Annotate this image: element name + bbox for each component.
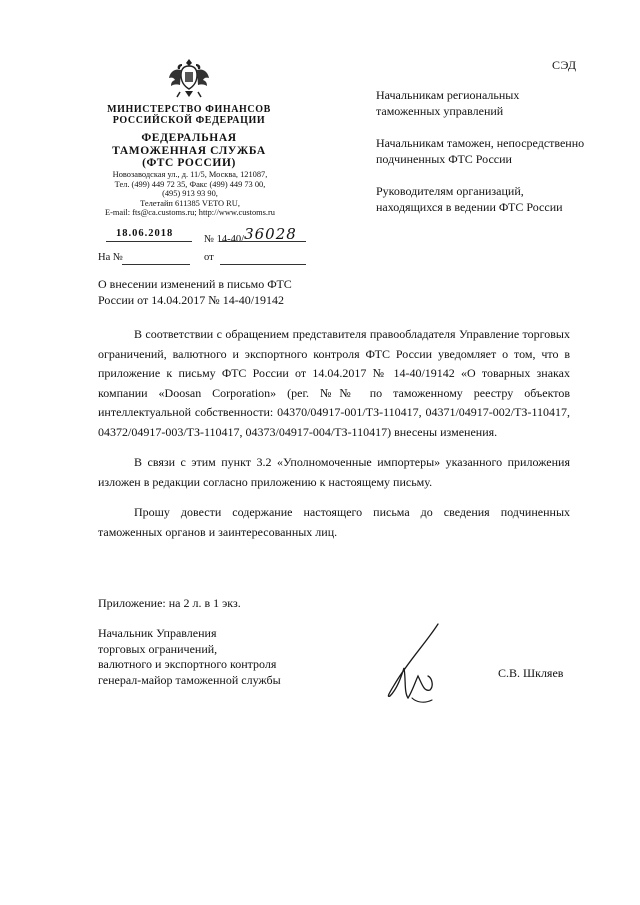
sender-contacts	[98, 170, 282, 218]
reply-date-label: от	[204, 252, 214, 263]
letter-subject: О внесении изменений в письмо ФТС России от 14.04.2017 № 14-40/19142	[98, 277, 292, 307]
reply-reference-row	[98, 252, 308, 266]
addressee-block	[376, 88, 586, 232]
reply-date-blank	[220, 264, 306, 265]
service-line-2: ТАМОЖЕННАЯ СЛУЖБА	[112, 144, 266, 157]
date-underline	[106, 241, 192, 242]
signer-title-line: торговых ограничений,	[98, 641, 218, 656]
body-paragraph: Прошу довести содержание настоящего письма до сведения подчиненных таможенных органов и заинтересованных лиц.	[98, 505, 570, 539]
registration-number-handwritten: 36028	[244, 225, 297, 243]
signer-name: С.В. Шкляев	[498, 666, 564, 680]
reply-number-blank	[122, 264, 190, 265]
number-underline	[220, 241, 306, 242]
body-paragraph: В соответствии с обращением представителя правообладателя Управление торговых ограничений, валютного и экспортного контроля ФТС России уведомляет о том, что в приложение к письму ФТС России от 14.04.2017 № 14-40/19142 «О товарных знаках компании «Doosan Corporation» (рег. №№ по таможенному реестру объектов интеллектуальной собственности: 04370/04917-001/ТЗ-110417, 04371/04917-002/ТЗ-110417, 04372/04917-003/ТЗ-110417, 04373/04917-004/ТЗ-110417) внесены изменения.	[98, 327, 570, 439]
attachment-note: Приложение: на 2 л. в 1 экз.	[98, 596, 241, 610]
signer-title-line: генерал-майор таможенной службы	[98, 672, 281, 687]
signer-title-line: Начальник Управления	[98, 626, 217, 640]
addressee: Начальникам таможен, непосредственно подчиненных ФТС России	[376, 136, 585, 166]
registration-number-prefix: № 14-40/	[204, 234, 245, 245]
ministry-name	[100, 104, 278, 126]
ministry-line-1: МИНИСТЕРСТВО ФИНАНСОВ	[107, 104, 271, 115]
ministry-line-2: РОССИЙСКОЙ ФЕДЕРАЦИИ	[112, 115, 266, 126]
contact-line: Тел. (499) 449 72 35, Факс (499) 449 73 00,	[114, 179, 266, 189]
document-marking: СЭД	[552, 58, 577, 72]
handwritten-signature	[368, 622, 458, 706]
registration-number	[204, 225, 297, 246]
contact-line: Новозаводская ул., д. 11/5, Москва, 121087,	[112, 170, 268, 179]
russian-coat-of-arms-icon	[168, 56, 210, 100]
service-line-3: (ФТС РОССИИ)	[142, 157, 236, 169]
letter-body	[98, 325, 570, 553]
signer-title-line: валютного и экспортного контроля	[98, 657, 277, 671]
addressee: Руководителям организаций, находящихся в ведении ФТС России	[376, 184, 563, 214]
service-name	[100, 132, 278, 170]
registration-date: 18.06.2018	[116, 228, 174, 239]
registration-row	[98, 225, 308, 245]
signer-title	[98, 626, 328, 688]
reply-number-label: На №	[98, 252, 123, 263]
contact-line: E-mail: fts@ca.customs.ru; http://www.customs.ru	[105, 208, 275, 218]
addressee: Начальникам региональных таможенных управлений	[376, 88, 520, 118]
contact-line: (495) 913 93 90,	[162, 189, 218, 199]
body-paragraph: В связи с этим пункт 3.2 «Уполномоченные импортеры» указанного приложения изложен в редакции согласно приложению к настоящему письму.	[98, 455, 570, 489]
service-line-1: ФЕДЕРАЛЬНАЯ	[141, 132, 237, 144]
contact-line: Телетайп 611385 VETO RU,	[140, 198, 240, 208]
